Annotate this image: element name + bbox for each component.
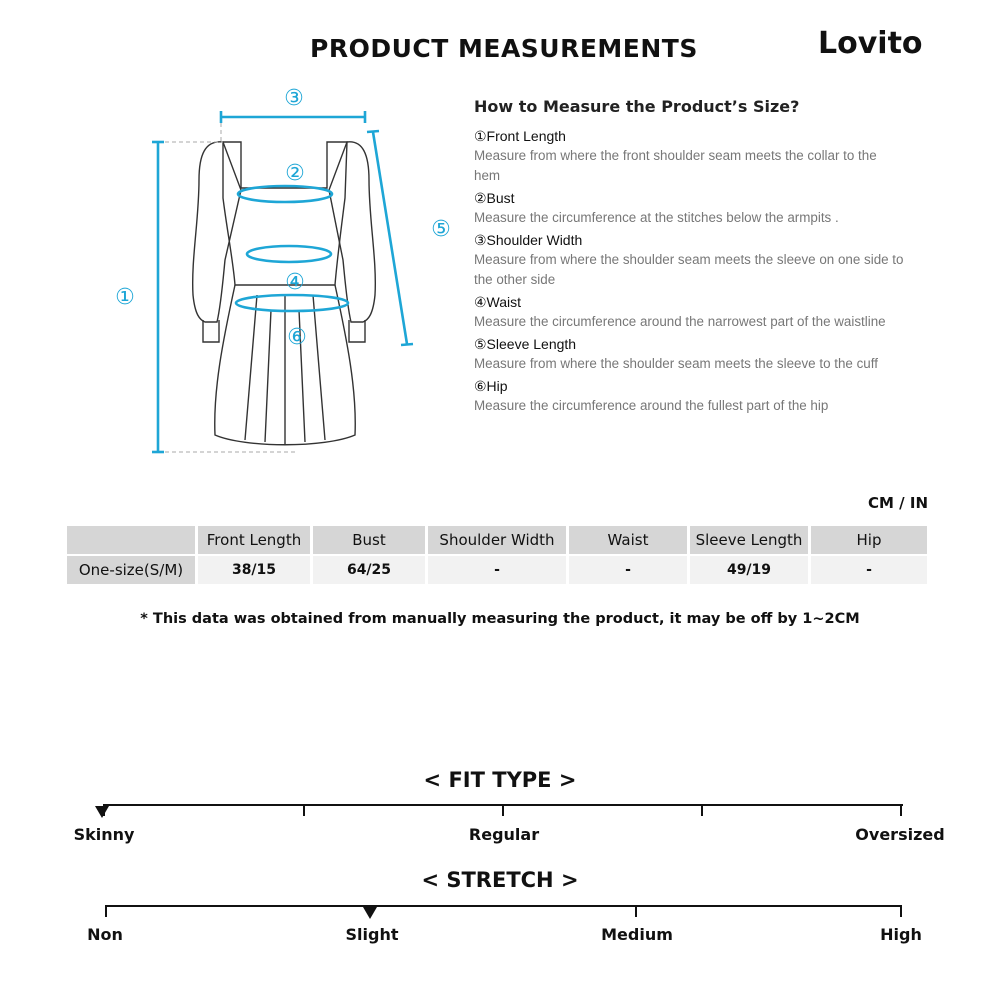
stretch-label-high: High	[880, 925, 922, 944]
stretch-scale-line	[105, 905, 902, 907]
fit-type-tick	[701, 804, 703, 816]
table-row	[67, 556, 927, 584]
measurement-note: * This data was obtained from manually measuring the product, it may be off by 1~2CM	[140, 611, 860, 627]
marker-bust: ②	[285, 161, 305, 186]
fit-type-tick	[900, 804, 902, 816]
table-cell: 64/25	[313, 556, 425, 584]
fit-type-tick	[303, 804, 305, 816]
brand-logo: Lovito	[818, 26, 923, 61]
guide-label: ②Bust	[474, 190, 515, 206]
page-title: PRODUCT MEASUREMENTS	[310, 34, 698, 63]
guide-desc: Measure from where the shoulder seam meets the sleeve to the cuff	[474, 356, 878, 371]
guide-item-waist	[474, 292, 904, 332]
measure-lines-dashed	[165, 123, 295, 452]
marker-hip: ⑥	[287, 325, 307, 350]
guide-item-hip	[474, 376, 904, 416]
stretch-label-slight: Slight	[345, 925, 399, 944]
guide-label: ③Shoulder Width	[474, 232, 583, 248]
fit-type-pointer-icon	[95, 806, 109, 818]
table-header-cell: Hip	[811, 526, 927, 554]
guide-desc: Measure the circumference at the stitches below the armpits .	[474, 210, 839, 225]
table-header-cell: Bust	[313, 526, 425, 554]
guide-desc: Measure the circumference around the fullest part of the hip	[474, 398, 829, 413]
fit-type-label-oversized: Oversized	[855, 825, 945, 844]
marker-front-length: ①	[115, 285, 135, 310]
stretch-label-medium: Medium	[601, 925, 673, 944]
guide-label: ⑥Hip	[474, 378, 508, 394]
size-table	[64, 524, 930, 586]
dress-measurement-diagram	[95, 80, 465, 470]
table-cell: -	[569, 556, 687, 584]
marker-shoulder-width: ③	[284, 86, 304, 111]
stretch-pointer-icon	[363, 907, 377, 919]
unit-label: CM / IN	[868, 494, 928, 512]
table-header-cell	[67, 526, 195, 554]
fit-type-label-skinny: Skinny	[73, 825, 135, 844]
guide-desc: Measure the circumference around the narrowest part of the waistline	[474, 314, 886, 329]
fit-type-tick	[502, 804, 504, 816]
table-cell-size: One-size(S/M)	[67, 556, 195, 584]
measure-lines	[152, 111, 413, 452]
table-header-cell: Shoulder Width	[428, 526, 566, 554]
marker-sleeve-length: ⑤	[431, 217, 451, 242]
fit-type-title: < FIT TYPE >	[423, 768, 577, 792]
table-cell: 49/19	[690, 556, 808, 584]
measure-guide	[474, 97, 904, 418]
stretch-label-non: Non	[87, 925, 123, 944]
table-cell: 38/15	[198, 556, 310, 584]
table-cell: -	[428, 556, 566, 584]
guide-item-shoulder-width	[474, 230, 904, 290]
stretch-tick	[900, 905, 902, 917]
table-header-row	[67, 526, 927, 554]
table-cell: -	[811, 556, 927, 584]
guide-item-sleeve-length	[474, 334, 904, 374]
guide-label: ⑤Sleeve Length	[474, 336, 577, 352]
guide-heading: How to Measure the Product’s Size?	[474, 97, 800, 116]
table-header-cell: Front Length	[198, 526, 310, 554]
fit-type-label-regular: Regular	[468, 825, 540, 844]
table-header-cell: Sleeve Length	[690, 526, 808, 554]
guide-item-front-length	[474, 126, 904, 186]
guide-label: ④Waist	[474, 294, 522, 310]
table-header-cell: Waist	[569, 526, 687, 554]
stretch-tick	[105, 905, 107, 917]
guide-desc: Measure from where the front shoulder seam meets the collar to the hem	[474, 148, 877, 183]
guide-label: ①Front Length	[474, 128, 566, 144]
guide-item-bust	[474, 188, 904, 228]
guide-desc: Measure from where the shoulder seam meets the sleeve on one side to the other side	[474, 252, 904, 287]
stretch-title: < STRETCH >	[421, 868, 579, 892]
stretch-tick	[635, 905, 637, 917]
marker-waist: ④	[285, 270, 305, 295]
